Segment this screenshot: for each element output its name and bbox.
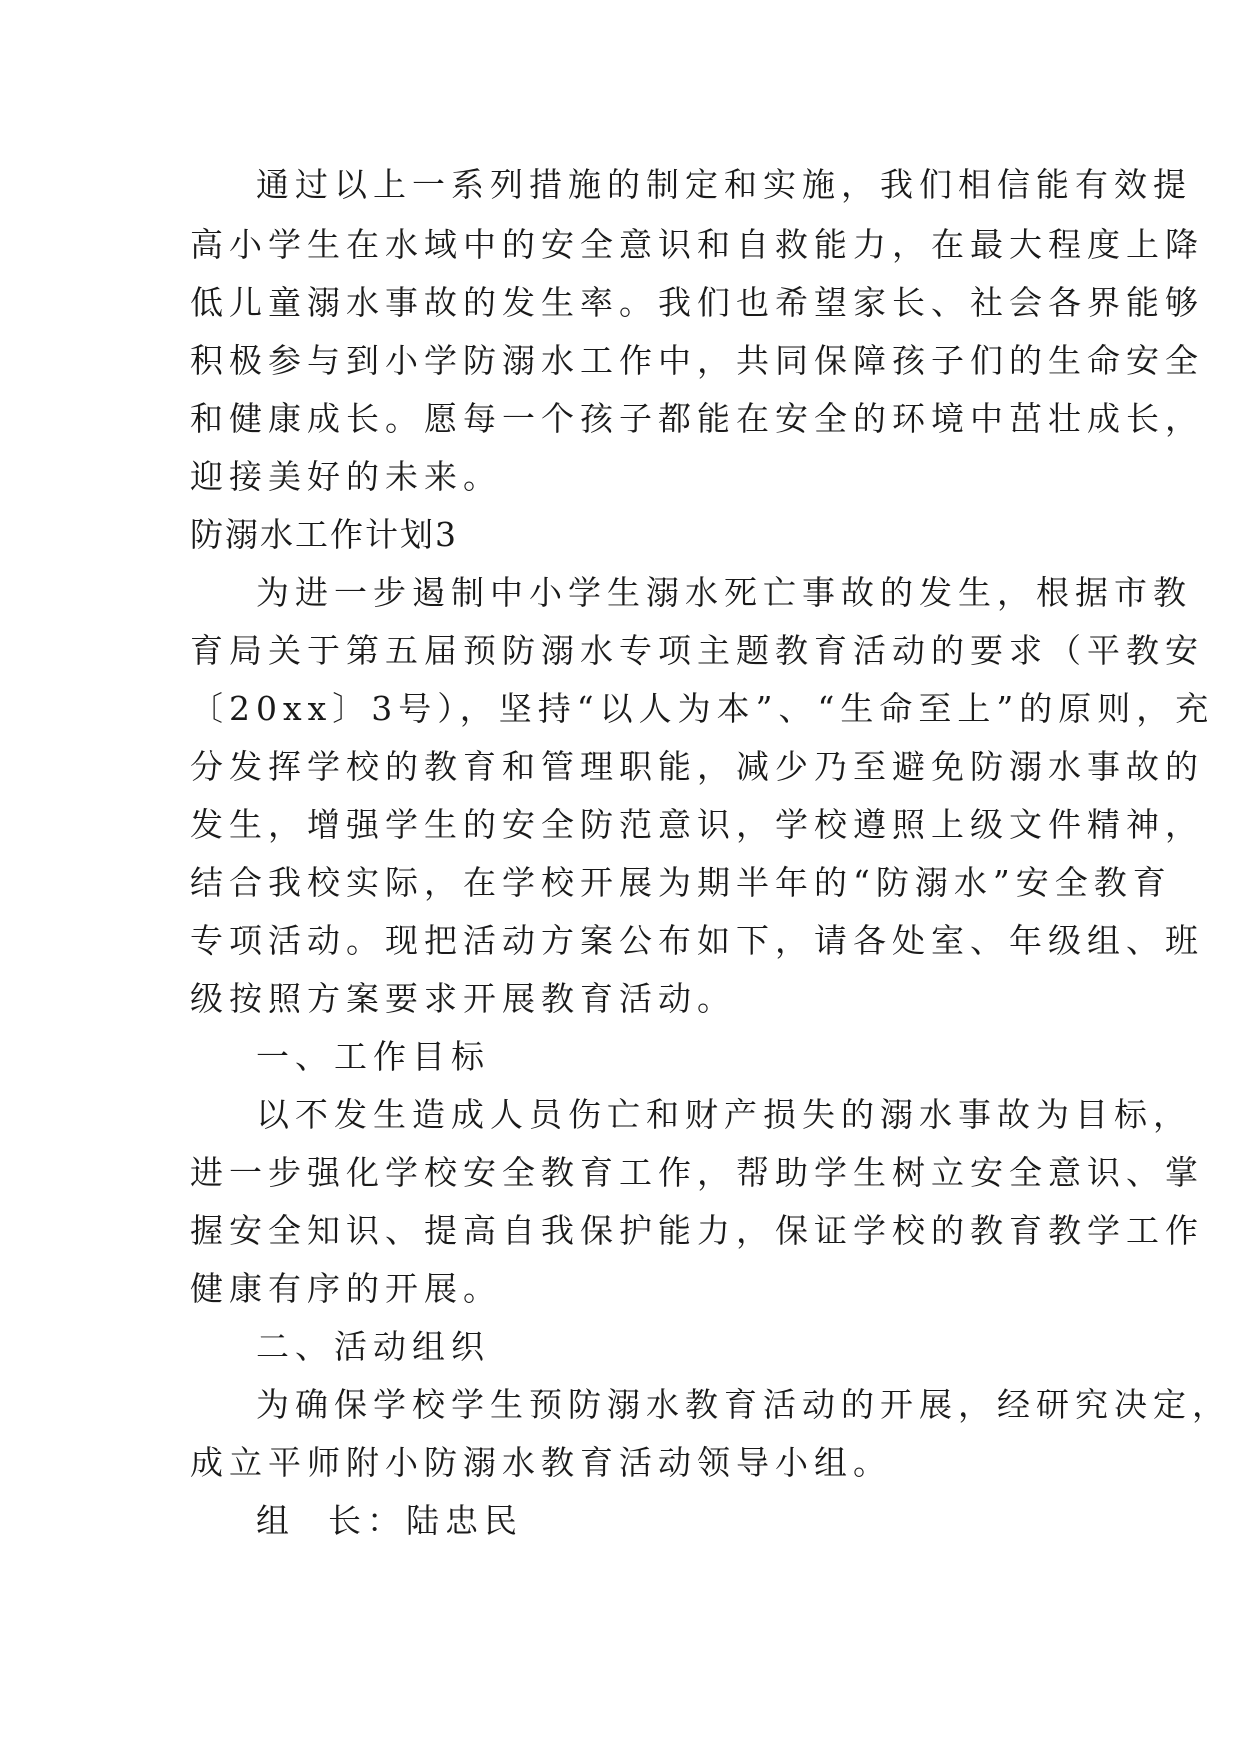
paragraph-line: 育局关于第五届预防溺水专项主题教育活动的要求（平教安 xyxy=(190,631,1204,670)
leader-line: 组 长：陆忠民 xyxy=(256,1501,523,1540)
paragraph-line: 健康有序的开展。 xyxy=(190,1269,502,1308)
paragraph-line: 级按照方案要求开展教育活动。 xyxy=(190,979,736,1018)
paragraph-line: 分发挥学校的教育和管理职能，减少乃至避免防溺水事故的 xyxy=(190,747,1204,786)
paragraph-line: 为进一步遏制中小学生溺水死亡事故的发生，根据市教 xyxy=(256,573,1192,612)
paragraph-line: 积极参与到小学防溺水工作中，共同保障孩子们的生命安全 xyxy=(190,341,1204,380)
paragraph-line: 通过以上一系列措施的制定和实施，我们相信能有效提 xyxy=(256,165,1192,204)
paragraph-line: 结合我校实际，在学校开展为期半年的“防溺水”安全教育 xyxy=(190,863,1172,902)
subsection-heading: 二、活动组织 xyxy=(256,1327,490,1366)
paragraph-line: 〔20xx〕3号），坚持“以人为本”、“生命至上”的原则，充 xyxy=(190,689,1215,728)
paragraph-line: 低儿童溺水事故的发生率。我们也希望家长、社会各界能够 xyxy=(190,283,1204,322)
paragraph-line: 和健康成长。愿每一个孩子都能在安全的环境中茁壮成长， xyxy=(190,399,1204,438)
paragraph-line: 迎接美好的未来。 xyxy=(190,457,502,496)
paragraph-line: 握安全知识、提高自我保护能力，保证学校的教育教学工作 xyxy=(190,1211,1204,1250)
paragraph-line: 发生，增强学生的安全防范意识，学校遵照上级文件精神， xyxy=(190,805,1204,844)
paragraph-line: 专项活动。现把活动方案公布如下，请各处室、年级组、班 xyxy=(190,921,1204,960)
paragraph-line: 以不发生造成人员伤亡和财产损失的溺水事故为目标， xyxy=(256,1095,1192,1134)
paragraph-line: 高小学生在水域中的安全意识和自救能力，在最大程度上降 xyxy=(190,225,1204,264)
paragraph-line: 进一步强化学校安全教育工作，帮助学生树立安全意识、掌 xyxy=(190,1153,1204,1192)
subsection-heading: 一、工作目标 xyxy=(256,1037,490,1076)
section-title: 防溺水工作计划3 xyxy=(190,515,458,554)
paragraph-line: 成立平师附小防溺水教育活动领导小组。 xyxy=(190,1443,892,1482)
paragraph-line: 为确保学校学生预防溺水教育活动的开展，经研究决定， xyxy=(256,1385,1231,1424)
